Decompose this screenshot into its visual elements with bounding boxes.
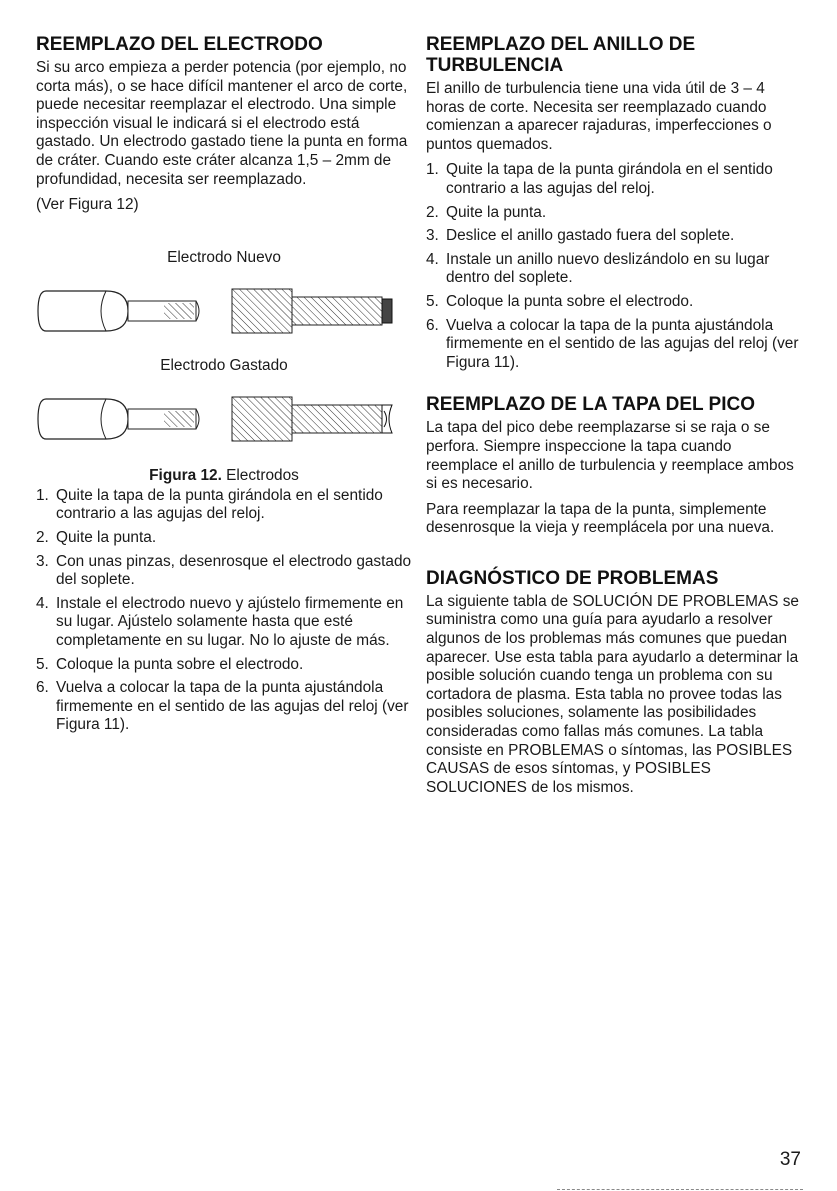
electrode-holder-shape	[38, 291, 128, 331]
list-item: 3. Con unas pinzas, desenrosque el electrodo gastado del soplete.	[36, 552, 412, 589]
list-item: 1. Quite la tapa de la punta girándola en el sentido contrario a las agujas del reloj.	[36, 486, 383, 523]
list-item: 6. Vuelva a colocar la tapa de la punta ajustándola firmemente en el sentido de las agujas del reloj (ver Figura 11).	[426, 316, 799, 371]
right-column	[426, 34, 801, 804]
electrode-steps-list	[36, 487, 412, 735]
troubleshooting-heading: DIAGNÓSTICO DE PROBLEMAS	[426, 567, 719, 589]
nozzle-cap-paragraph-2: Para reemplazar la tapa de la punta, simplemente desenrosque la vieja y reemplácela por una nueva.	[426, 500, 775, 537]
see-figure-note: (Ver Figura 12)	[36, 196, 139, 214]
list-item: 5. Coloque la punta sobre el electrodo.	[36, 655, 304, 673]
list-item: 4. Instale el electrodo nuevo y ajústelo firmemente en su lugar. Ajústelo solamente hasta que esté completamente en su lugar. No lo ajuste de más.	[36, 594, 404, 649]
list-item: 2. Quite la punta.	[426, 203, 547, 221]
worn-electrode-illustration	[36, 385, 412, 451]
nozzle-cap-paragraph-1: La tapa del pico debe reemplazarse si se raja o se perfora. Siempre inspeccione la tapa cuando reemplace el anillo de turbulencia y reemplace ambos si es necesario.	[426, 419, 794, 493]
nozzle-cap-heading: REEMPLAZO DE LA TAPA DEL PICO	[426, 394, 755, 416]
list-item: 3. Deslice el anillo gastado fuera del soplete.	[426, 227, 735, 245]
swirl-ring-heading: REEMPLAZO DEL ANILLO DE TURBULENCIA	[426, 34, 696, 76]
electrode-heading: REEMPLAZO DEL ELECTRODO	[36, 34, 323, 55]
swirl-ring-intro: El anillo de turbulencia tiene una vida útil de 3 – 4 horas de corte. Necesita ser reemplazado cuando comienzan a aparecer rajaduras, imperfecciones o puntos quemados.	[426, 80, 772, 153]
list-item: 6. Vuelva a colocar la tapa de la punta ajustándola firmemente en el sentido de las agujas del reloj (ver Figura 11).	[36, 679, 409, 734]
worn-electrode-label: Electrodo Gastado	[160, 356, 288, 374]
figure-caption	[36, 467, 412, 485]
figure-12	[36, 249, 412, 485]
list-item: 5. Coloque la punta sobre el electrodo.	[426, 292, 694, 310]
new-electrode-label: Electrodo Nuevo	[167, 248, 281, 266]
figure-caption-number: Figura 12.	[149, 466, 222, 484]
footer-divider	[557, 1189, 803, 1190]
list-item: 4. Instale un anillo nuevo deslizándolo en su lugar dentro del soplete.	[426, 250, 770, 287]
swirl-ring-steps-list	[426, 161, 801, 372]
list-item: 1. Quite la tapa de la punta girándola en el sentido contrario a las agujas del reloj.	[426, 161, 773, 197]
figure-caption-text: Electrodos	[221, 466, 299, 484]
page-number: 37	[779, 1149, 801, 1170]
troubleshooting-paragraph: La siguiente tabla de SOLUCIÓN DE PROBLEMAS se suministra como una guía para ayudarlo a resolver algunos de los problemas más comunes que puedan aparecer. Use esta tabla para ayudarlo a determinar la posible solución cuando tenga un problema con su cortadora de plasma. Esta tabla no provee todas las posibles soluciones, solamente las posibilidades consideradas como fallas más comunes. La tabla consiste en PROBLEMAS o síntomas, las POSIBLES CAUSAS de esos síntomas, y POSIBLES SOLUCIONES de los mismos.	[426, 592, 799, 796]
new-electrode-illustration	[36, 277, 412, 343]
left-column	[36, 34, 412, 740]
electrode-intro: Si su arco empieza a perder potencia (por ejemplo, no corta más), o se hace difícil mantener el arco de corte, puede necesitar reemplazar el electrodo. Una simple inspección visual le indicará si el electrodo está gastado. Un electrodo gastado tiene la punta en forma de cráter. Cuando este cráter alcanza 1,5 – 2mm de profundidad, necesita ser reemplazado.	[36, 59, 408, 188]
list-item: 2. Quite la punta.	[36, 528, 157, 546]
